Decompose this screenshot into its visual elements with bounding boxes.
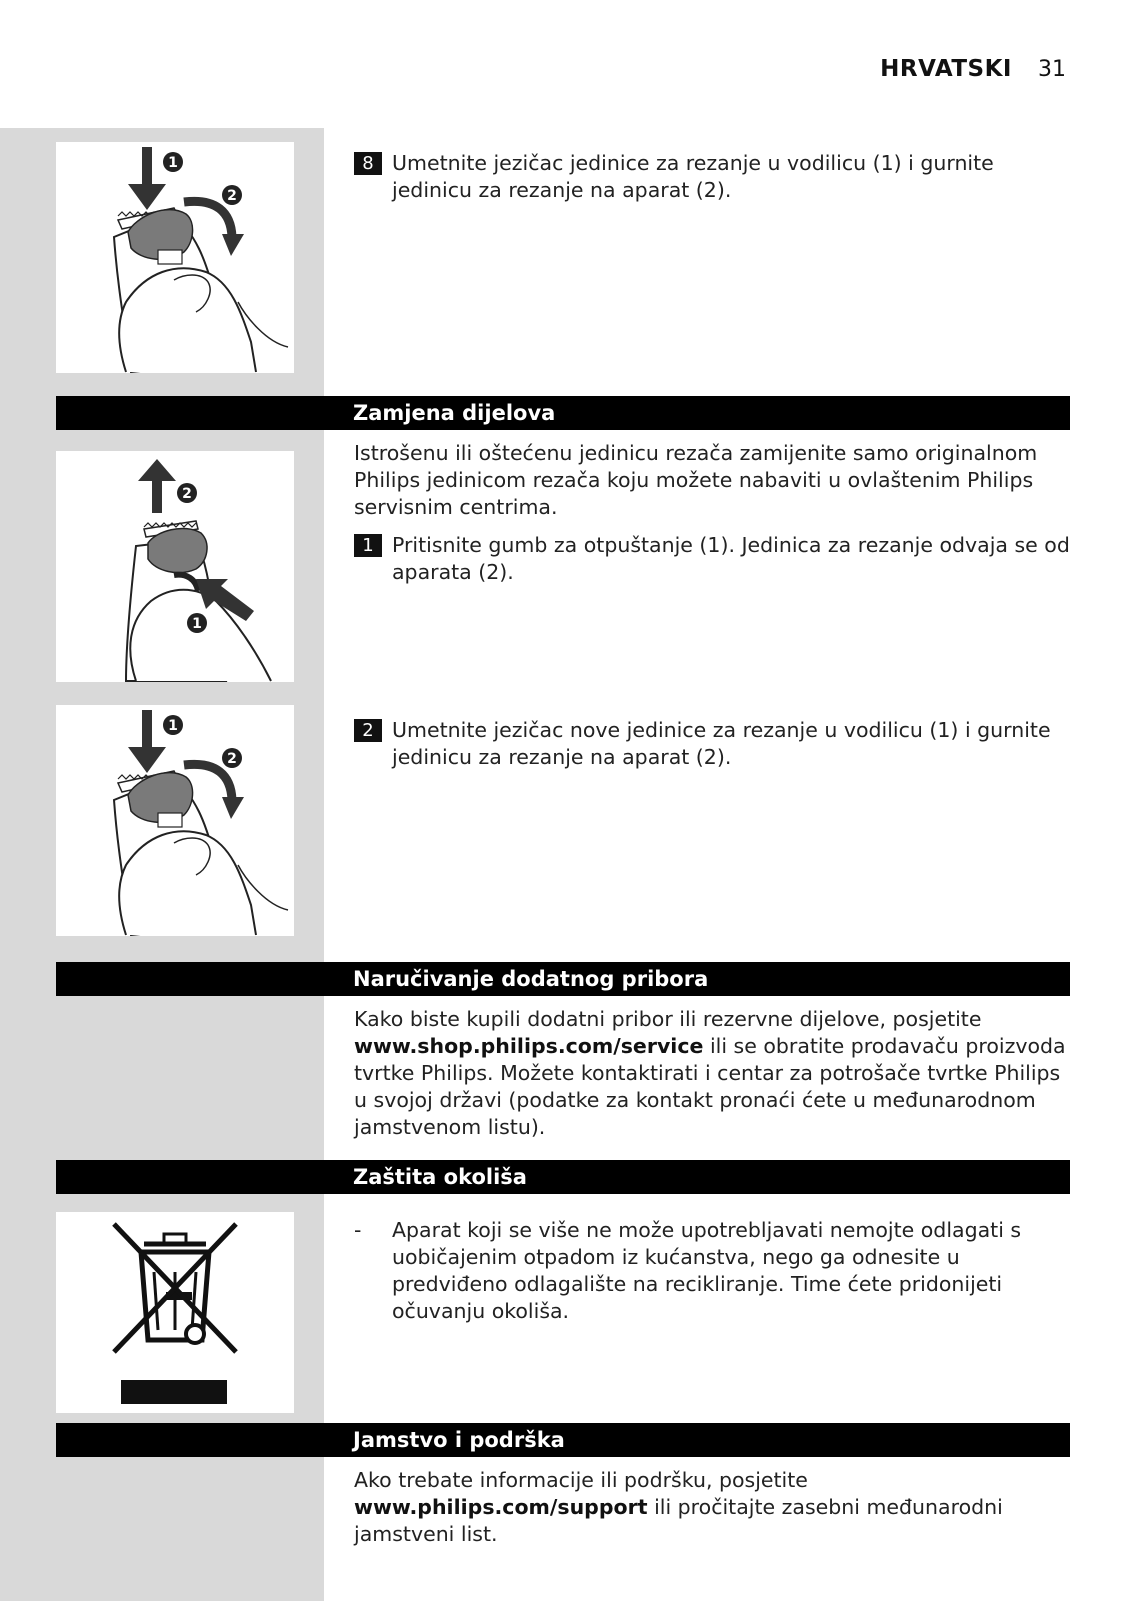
detach-cutter-illustration xyxy=(56,451,294,682)
language-title: HRVATSKI xyxy=(880,56,1012,82)
ordering-text-after: ili se obratite prodavaču proizvoda tvrtke Philips. Možete kontaktirati i centar za potrošače tvrtke Philips u svojoj državi (podatke za kontakt pronaći ćete u međunarodnom jamstvenom listu). xyxy=(354,1034,1066,1139)
section-header-warranty xyxy=(56,1423,1070,1457)
callout-1: 1 xyxy=(168,155,178,171)
warranty-text-before: Ako trebate informacije ili podršku, posjetite xyxy=(354,1468,808,1492)
support-link[interactable]: www.philips.com/support xyxy=(354,1495,648,1519)
step-number-badge: 2 xyxy=(354,719,382,742)
callout-2: 2 xyxy=(182,486,192,502)
callout-2: 2 xyxy=(227,751,237,767)
section-header-ordering xyxy=(56,962,1070,996)
ordering-text-before: Kako biste kupili dodatni pribor ili rezervne dijelove, posjetite xyxy=(354,1007,982,1031)
section-title: Zaštita okoliša xyxy=(353,1165,527,1189)
ordering-text xyxy=(354,1006,1074,1141)
warranty-text-after: ili pročitajte zasebni međunarodni jamstveni list. xyxy=(354,1495,1003,1546)
step-2 xyxy=(354,717,1074,771)
figure-attach-cutter xyxy=(56,142,294,373)
step-text: Umetnite jezičac nove jedinice za rezanje u vodilicu (1) i gurnite jedinicu za rezanje na aparat (2). xyxy=(392,718,1051,769)
warranty-text xyxy=(354,1467,1074,1548)
callout-2: 2 xyxy=(227,188,237,204)
step-text: Umetnite jezičac jedinice za rezanje u vodilicu (1) i gurnite jedinicu za rezanje na aparat (2). xyxy=(392,151,994,202)
callout-1: 1 xyxy=(168,718,178,734)
section-title: Naručivanje dodatnog pribora xyxy=(353,967,709,991)
shop-link[interactable]: www.shop.philips.com/service xyxy=(354,1034,704,1058)
environment-text: Aparat koji se više ne može upotrebljavati nemojte odlagati s uobičajenim otpadom iz kućanstva, nego ga odnesite u predviđeno odlagalište na recikliranje. Time ćete pridonijeti očuvanju okoliša. xyxy=(392,1218,1022,1323)
step-number-badge: 8 xyxy=(354,152,382,175)
replacement-intro: Istrošenu ili oštećenu jedinicu rezača zamijenite samo originalnom Philips jedinicom rezača koju možete nabaviti u ovlaštenim Philips servisnim centrima. xyxy=(354,441,1038,519)
callout-1: 1 xyxy=(192,616,202,632)
crossed-out-bin-icon xyxy=(56,1212,294,1413)
attach-cutter-illustration xyxy=(56,142,294,373)
page-header xyxy=(880,56,1066,82)
environment-item xyxy=(354,1217,1074,1325)
step-1 xyxy=(354,532,1074,586)
step-text: Pritisnite gumb za otpuštanje (1). Jedinica za rezanje odvaja se od aparata (2). xyxy=(392,533,1070,584)
figure-attach-new-cutter xyxy=(56,705,294,936)
step-number-badge: 1 xyxy=(354,534,382,557)
list-dash: - xyxy=(354,1218,362,1242)
section-header-replacement xyxy=(56,396,1070,430)
step-8 xyxy=(354,150,1074,204)
attach-new-cutter-illustration xyxy=(56,705,294,936)
section-header-environment xyxy=(56,1160,1070,1194)
figure-detach-cutter xyxy=(56,451,294,682)
section-title: Zamjena dijelova xyxy=(353,401,556,425)
page-number: 31 xyxy=(1038,57,1066,82)
section-title: Jamstvo i podrška xyxy=(353,1428,565,1452)
figure-weee-symbol xyxy=(56,1212,294,1413)
